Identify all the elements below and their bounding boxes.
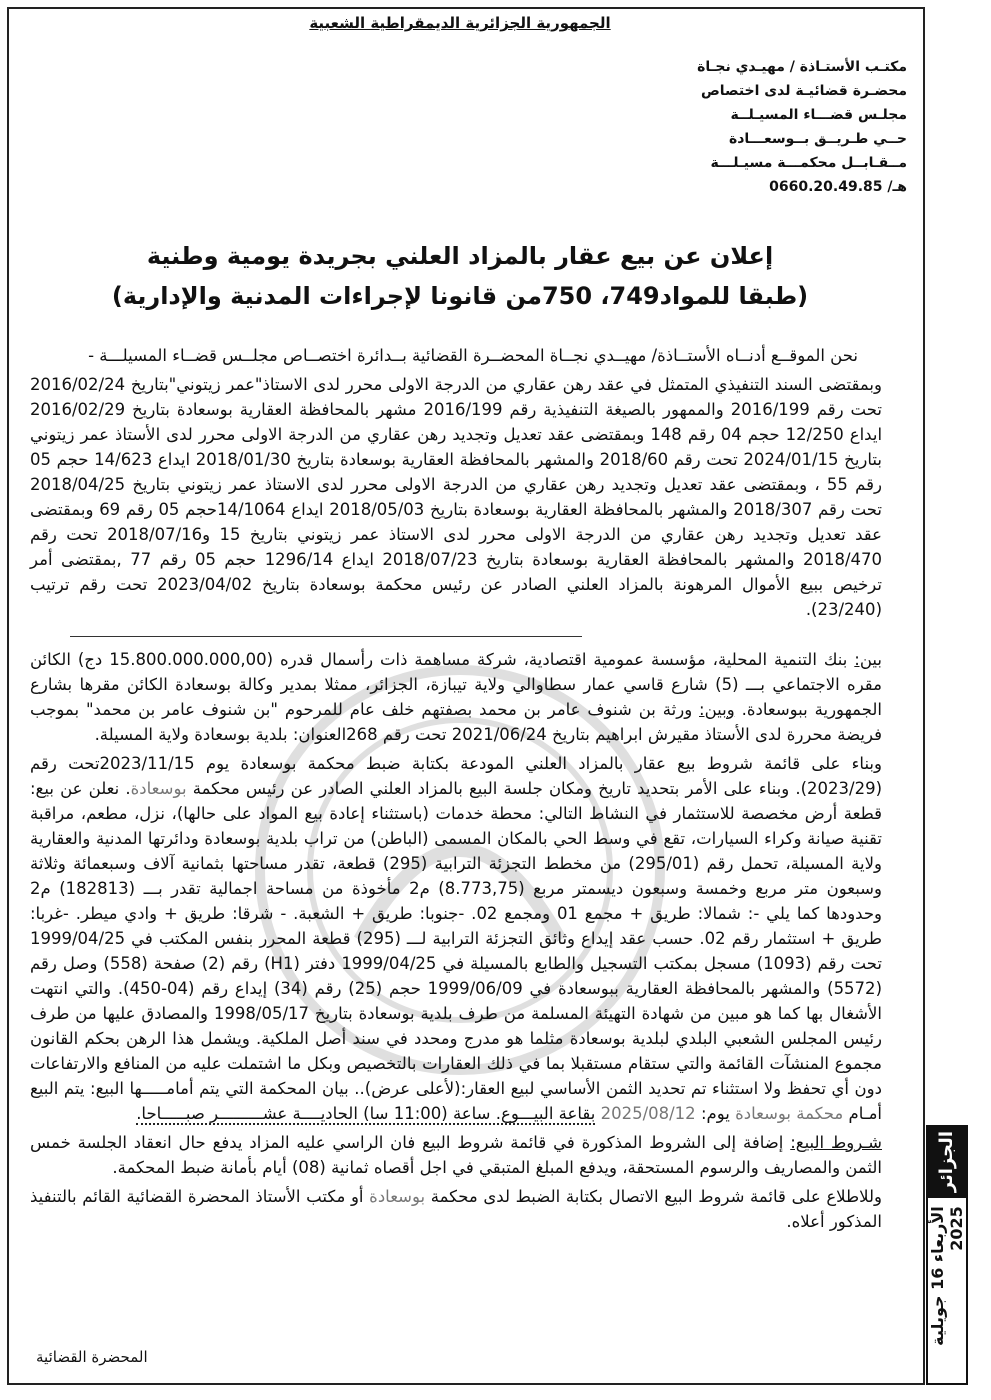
day-label: يوم:: [700, 1104, 730, 1123]
conditions-text: إضافة إلى الشروط المذكورة في قائمة شروط البيع فان الراسي عليه المزاد يدفع حال انعقاد الجلسة خمس الثمن والمصاريف والرسوم المستحقة، ويدفع المبلغ المتبقي في اجل أقصاه ثمانية (08) أيام بأمانة ضبط المحكمة.: [30, 1133, 882, 1177]
issue-date: الأربعاء 16 جويلية 2025: [928, 1206, 966, 1346]
contact-text: وللاطلاع على قائمة شروط البيع الاتصال بكتابة الضبط لدى محكمة: [430, 1187, 882, 1206]
office-phone: [587, 175, 907, 199]
phone-prefix: هـ/: [887, 179, 907, 195]
parties-paragraph: [30, 647, 882, 747]
between-text: بنك التنمية المحلية، مؤسسة عمومية اقتصادية، شركة مساهمة ذات رأسمال قدره (15.800.000.000,00 دج) الكائن مقره الاجتماعي بـــ (5) شارع قاسي عمار سطاوالي ولاية تيبازة، الجزائر، ممثلا بمدير وكالة بوسعادة الكائن مقرها بشارع الجمهورية ببوسعادة.: [30, 650, 882, 719]
court-city: بوسعادة: [130, 779, 187, 798]
office-line: مــقـابــل محكمـــة مسيـلـــة: [710, 155, 907, 171]
office-line: حــي طـريــق بــوسعـــادة: [728, 131, 907, 147]
newspaper-sidebar: [926, 1125, 968, 1385]
and-label: وبين:: [699, 700, 735, 719]
phone-number: 0660.20.49.85: [769, 179, 883, 195]
title-line-1: إعلان عن بيع عقار بالمزاد العلني بجريدة يومية وطنية: [146, 242, 774, 270]
signature-label: المحضرة القضائية: [36, 1348, 148, 1366]
contact-text-end: أو مكتب الأستاذ المحضرة القضائية القائم بالتنفيذ المذكور أعلاه.: [30, 1187, 882, 1231]
sidebar-rotated: [928, 1125, 966, 1385]
enforcement-paragraph: وبمقتضى السند التنفيذي المتمثل في عقد رهن عقاري من الدرجة الاولى محرر لدى الاستاذ"عمر زيتوني"بتاريخ 2016/02/24 تحت رقم 2016/199 والممهور بالصيغة التنفيذية رقم 2016/199 مشهر بالمحافظة العقارية بوسعادة بتاريخ 2016/02/29 ايداع 12/250 حجم 04 رقم 148 وبمقتضى عقد تعديل وتجديد رهن عقاري من الدرجة الاولى محرر لدى الأستاذ عمر زيتوني بتاريخ 2024/01/15 تحت رقم 2018/60 والمشهر بالمحافظة العقارية بوسعادة بتاريخ 2018/01/30 ايداع 14/623 حجم 05 رقم 55 ، وبمقتضى عقد تعديل وتجديد رهن عقاري من الدرجة الاولى محرر لدى الاستاذ عمر زيتوني بتاريخ 2018/04/25 تحت رقم 2018/307 والمشهر بالمحافظة العقارية بوسعادة بتاريخ 2018/05/03 ايداع 14/1064حجم 05 رقم 69 وبمقتضى عقد تعديل وتجديد رهن عقاري من الدرجة الاولى محرر لدى الاستاذ عمر زيتوني بتاريخ 15 و2018/07/16 تحت رقم 2018/470 والمشهر بالمحافظة العقارية بوسعادة بتاريخ 2018/07/23 ايداع 1296/14 حجم 05 رقم 77 ,بمقتضى أمر ترخيص ببيع الأموال المرهونة بالمزاد العلني الصادر عن رئيس محكمة بوسعادة بتاريخ 2023/04/02 تحت رقم ترتيب (23/240).: [30, 375, 883, 619]
divider: [70, 636, 582, 637]
contact-city: بوسعادة: [369, 1187, 426, 1206]
sale-date: 2025/08/12: [600, 1104, 696, 1123]
property-text: . نعلن عن بيع: قطعة أرض مخصصة للاستثمار في النشاط التالي: محطة خدمات (باستثناء إعادة بيع المواد على حالها)، نزل، مطعم، مراقبة تقنية صيانة وكراء السيارات، تقع في وسط الحي بالمكان المسمى (الباطن) من تراب بلدية بوسعادة ودائرتها المدنية والعقارية ولاية المسيلة، تحمل رقم (295/01) من مخطط التجزئة الترابية (295) قطعة، تقدر مساحتها بثمانية آلاف وسبعمائة وثلاثة وسبعون متر مربع وخمسة وسبعون ديسمتر مربع (8.773,75) م2 مأخوذة من مساحة اجمالية تقدر بـــ (182813) م2 وحدودها كما يلي -: شمالا: طريق + مجمع 01 ومجمع 02. -جنوبا: طريق + الشعبة. - شرقا: طريق + وادي ميطر. -غربا: طريق + استثمار رقم 02. حسب عقد إيداع وثائق التجزئة الترابية لـــ (295) قطعة المحرر بنفس المكتب في 1999/04/25 تحت رقم (1093) مسجل بمكتب التسجيل والطابع بالمسيلة في 1999/04/25 دفتر (H1) رقم (2) صفحة (558) وصل رقم (5572) والمشهر بالمحافظة العقارية ببوسعادة في 1999/06/09 حجم (25) رقم (34) إيداع رقم (04-450). والتي انتهت الأشغال بها كما هو مبين من شهادة التهيئة المسلمة من طرف بلدية بوسعادة بتاريخ 1998/05/17 والمصادق عليها من طرف رئيس المجلس الشعبي البلدي لبلدية بوسعادة مثلما هو مدرج ومحدد في سند أصل الملكية. ويشمل هذا الرهن بحكم القانون مجموع المنشآت القائمة والتي ستقام مستقبلا بما في ذلك العقارات بالتخصيص وبكل ما اشتملت عليه من المنافع والارتفاعات دون أي تحفظ ولا استثناء تم تحديد الثمن الأساسي لبيع العقار:(لأعلى عرض).. بيان المحكمة التي يتم أمامـــــها البيع: يتم البيع أمـام: [30, 779, 882, 1123]
office-line: مجلـس قضـــاء المسيـلــة: [730, 107, 907, 123]
court-name: محكمة بوسعادة: [735, 1104, 844, 1123]
office-line: محضـرة قضائيـة لدى اختصاص: [700, 83, 907, 99]
intro-paragraph: نحن الموقــع أدنــاه الأستــاذة/ مهيــدي نجــاة المحضــرة القضائية بــدائرة اختصــاص مجلــس قضــاء المسيلـــة -: [88, 346, 858, 365]
announcement-body: [30, 343, 882, 1238]
sale-time: بقاعة البيـــوع. ساعة (11:00 سا) الحاديــــة عشـــــــــر صبـــــاحا.: [136, 1104, 596, 1123]
conditions-label: شـروط البيع:: [790, 1133, 882, 1152]
title-line-2: (طبقا للمواد749، 750من قانونا لإجراءات المدنية والإدارية): [111, 282, 809, 310]
office-line: مكتـب الأستـاذة / مهيـدي نجـاة: [697, 59, 907, 75]
property-paragraph: [30, 751, 882, 1126]
between-label: بين:: [854, 650, 882, 669]
and-text: ورثة بن شنوف عامر بن محمد بصفتهم خلف عام للمرحوم "بن شنوف عامر بن محمد" بموجب فريضة محررة لدى الأستاذ مقيرش ابراهيم بتاريخ 2021/06/24 تحت رقم 268العنوان: بلدية بوسعادة ولاية المسيلة.: [30, 700, 882, 744]
contact-paragraph: [30, 1184, 882, 1234]
announcement-title: [40, 236, 880, 316]
office-address-block: [587, 55, 907, 199]
conditions-paragraph: [30, 1130, 882, 1180]
republic-header: الجمهورية الجزائرية الديمقراطية الشعبية: [309, 14, 611, 32]
order-text: وبناء على قائمة شروط بيع عقار بالمزاد العلني المودعة بكتابة ضبط محكمة بوسعادة يوم 2023/11/15تحت رقم (2023/29). وبناء على الأمر بتحديد تاريخ ومكان جلسة البيع بالمزاد العلني الصادر عن رئيس محكمة: [30, 754, 883, 798]
newspaper-name: الجزائر: [928, 1125, 966, 1198]
